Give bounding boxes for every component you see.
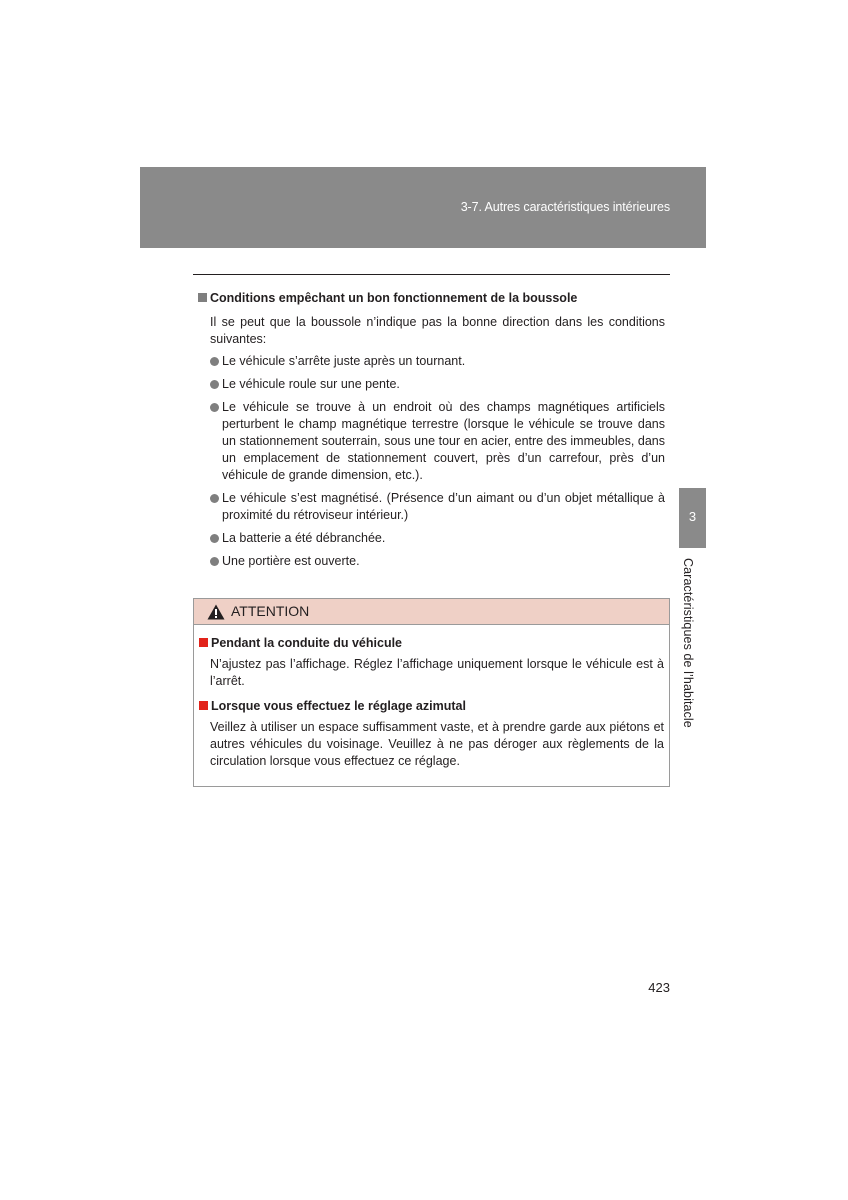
list-item <box>210 490 665 524</box>
section-header-title: 3-7. Autres caractéristiques intérieures <box>460 200 670 214</box>
list-item-text: Le véhicule s’est magnétisé. (Présence d’un aimant ou d’un objet métallique à proximité du rétroviseur intérieur.) <box>222 491 665 522</box>
section-intro: Il se peut que la boussole n’indique pas la bonne direction dans les conditions suivantes: <box>210 315 665 346</box>
list-item-text: Une portière est ouverte. <box>222 554 360 568</box>
list-item-text: Le véhicule roule sur une pente. <box>222 377 400 391</box>
bullet-dot-icon <box>210 494 219 503</box>
attention-item-text: Veillez à utiliser un espace suffisamment vaste, et à prendre garde aux piétons et autres véhicules du voisinage. Veuillez à ne pas déroger aux règlements de la circulation lorsque vous effectuez ce réglage. <box>210 720 664 768</box>
list-item-text: La batterie a été débranchée. <box>222 531 386 545</box>
page-number: 423 <box>648 980 670 995</box>
attention-item-heading <box>199 635 669 652</box>
chapter-number: 3 <box>688 509 697 524</box>
attention-heading-text: Pendant la conduite du véhicule <box>211 636 403 650</box>
section-heading <box>198 290 665 307</box>
red-square-icon <box>199 638 208 647</box>
attention-header <box>194 599 669 625</box>
list-item <box>210 376 665 393</box>
chapter-title-vertical: Caractéristiques de l’habitacle <box>681 558 695 728</box>
bullet-dot-icon <box>210 557 219 566</box>
list-item-text: Le véhicule se trouve à un endroit où des champs magnétiques artificiels perturbent le champ magnétique terrestre (lorsque le véhicule se trouve dans un stationnement souterrain, sous une tour en acier, entre des immeubles, dans un emplacement de stationnement couvert, près d’un carrefour, près d’un véhicule de grande dimension, etc.). <box>222 400 665 482</box>
list-item <box>210 530 665 547</box>
attention-item-azimuth <box>194 698 669 770</box>
bullet-dot-icon <box>210 534 219 543</box>
list-item <box>210 353 665 370</box>
attention-heading-text: Lorsque vous effectuez le réglage azimutal <box>211 699 466 713</box>
chapter-tab <box>679 488 706 548</box>
attention-title: ATTENTION <box>231 603 310 619</box>
gray-square-icon <box>198 293 207 302</box>
section-heading-text: Conditions empêchant un bon fonctionnement de la boussole <box>210 291 578 305</box>
conditions-list <box>210 353 665 570</box>
list-item <box>210 553 665 570</box>
attention-item-heading <box>199 698 669 715</box>
chapter-header-band <box>140 167 706 248</box>
attention-item-text: N’ajustez pas l’affichage. Réglez l’affichage uniquement lorsque le véhicule est à l’arrêt. <box>210 657 664 688</box>
attention-box <box>193 598 670 787</box>
warning-triangle-icon <box>207 604 225 620</box>
list-item <box>210 399 665 484</box>
bullet-dot-icon <box>210 403 219 412</box>
top-divider <box>193 274 670 275</box>
list-item-text: Le véhicule s’arrête juste après un tournant. <box>222 354 466 368</box>
attention-item-driving <box>194 635 669 690</box>
red-square-icon <box>199 701 208 710</box>
bullet-dot-icon <box>210 380 219 389</box>
bullet-dot-icon <box>210 357 219 366</box>
compass-conditions-section <box>198 290 665 576</box>
